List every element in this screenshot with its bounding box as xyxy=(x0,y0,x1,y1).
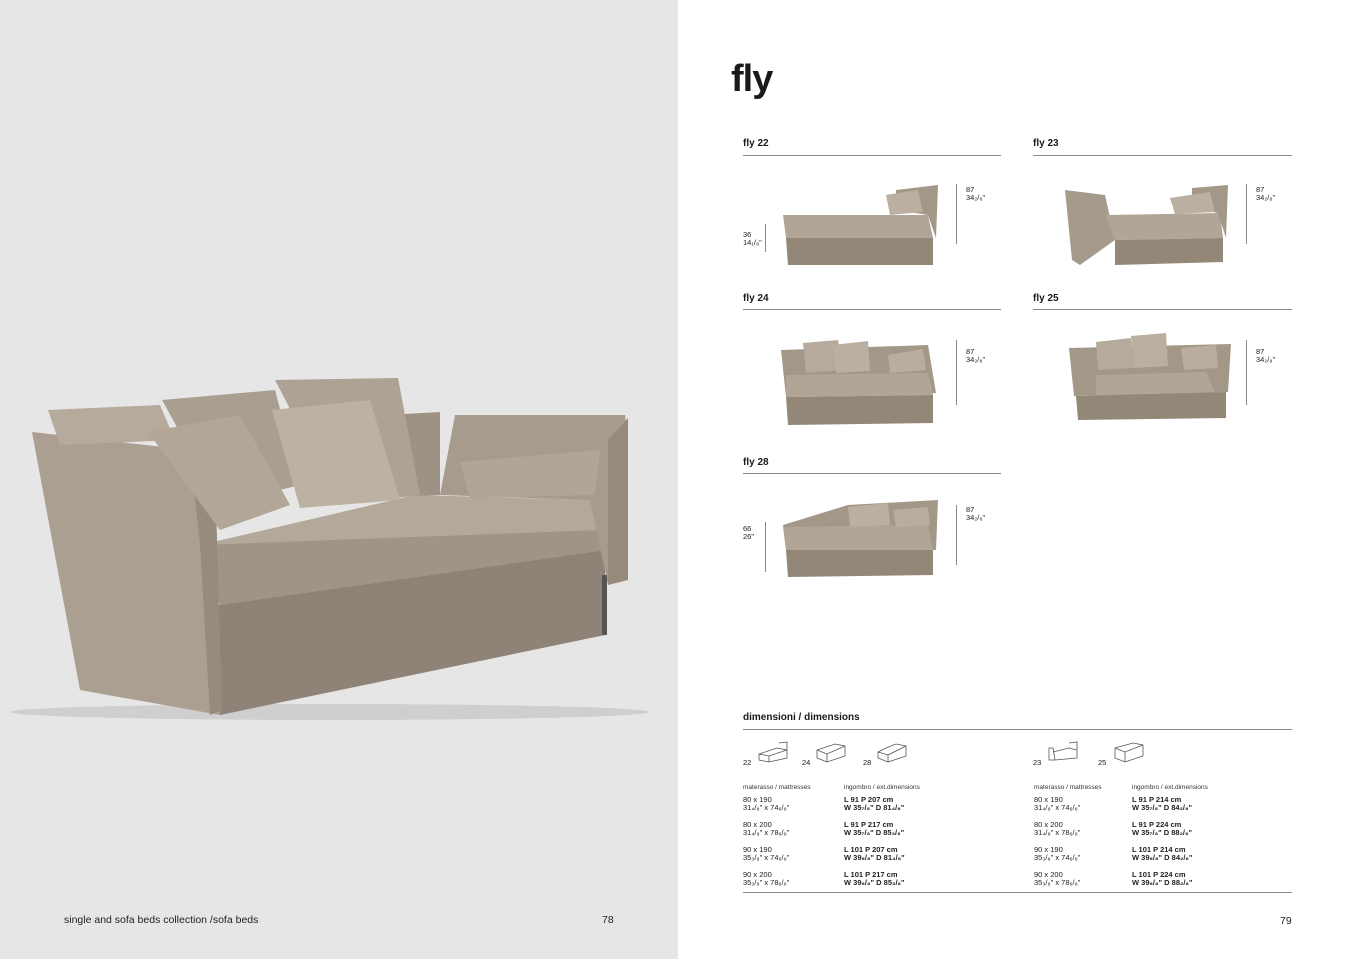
icon-label-23: 23 xyxy=(1033,758,1042,767)
seat-height-cm: 36 xyxy=(743,230,752,239)
table-cell: L 101 P 207 cm xyxy=(844,845,898,854)
model-title-fly-22: fly 22 xyxy=(743,138,769,149)
height-dim xyxy=(966,348,985,364)
col-header-mattresses: materasso / mattresses xyxy=(1034,784,1102,791)
dimensions-heading: dimensioni / dimensions xyxy=(743,712,860,723)
bed-outline-icon-28 xyxy=(876,740,908,764)
height-cm: 87 xyxy=(966,505,975,514)
table-cell: W 39₆/₈" D 85₃/₈" xyxy=(844,878,905,887)
divider xyxy=(1033,309,1292,310)
height-in: 34₂/₈" xyxy=(1256,193,1276,202)
table-cell: L 91 P 217 cm xyxy=(844,820,894,829)
seat-height-cm: 66 xyxy=(743,524,752,533)
table-cell: 90 x 190 xyxy=(743,845,772,854)
table-cell: L 101 P 214 cm xyxy=(1132,845,1186,854)
model-title-fly-24: fly 24 xyxy=(743,293,769,304)
table-cell: L 101 P 224 cm xyxy=(1132,870,1186,879)
height-cm: 87 xyxy=(1256,347,1265,356)
height-in: 34₂/₈" xyxy=(966,513,986,522)
bed-outline-icon-22 xyxy=(757,740,789,764)
table-cell: 80 x 190 xyxy=(1034,795,1063,804)
fly-24-image xyxy=(778,335,943,430)
model-title-fly-25: fly 25 xyxy=(1033,293,1059,304)
height-in: 34₂/₈" xyxy=(966,355,986,364)
bed-outline-icon-23 xyxy=(1047,740,1079,764)
table-cell: 31₄/₈" x 74₆/₈" xyxy=(743,803,790,812)
dim-line xyxy=(765,224,766,252)
height-cm: 87 xyxy=(966,185,975,194)
table-cell: W 39₆/₈" D 88₂/₈" xyxy=(1132,878,1193,887)
table-cell: L 91 P 214 cm xyxy=(1132,795,1182,804)
table-cell: W 35₇/₈" D 84₂/₈" xyxy=(1132,803,1193,812)
table-cell: L 101 P 217 cm xyxy=(844,870,898,879)
right-page xyxy=(678,0,1356,959)
icon-label-28: 28 xyxy=(863,758,872,767)
icon-label-24: 24 xyxy=(802,758,811,767)
table-cell: 90 x 200 xyxy=(1034,870,1063,879)
height-cm: 87 xyxy=(966,347,975,356)
icon-label-22: 22 xyxy=(743,758,752,767)
seat-height-in: 26" xyxy=(743,532,755,541)
table-cell: 80 x 200 xyxy=(1034,820,1063,829)
col-header-ext-dimensions: ingombro / ext.dimensions xyxy=(844,784,920,791)
height-cm: 87 xyxy=(1256,185,1265,194)
height-dim xyxy=(1256,186,1275,202)
fly-28-image xyxy=(778,495,943,590)
table-cell: 31₄/₈" x 78₆/₈" xyxy=(743,828,790,837)
table-cell: 80 x 190 xyxy=(743,795,772,804)
seat-height-dim xyxy=(743,231,762,247)
dim-line xyxy=(765,522,766,572)
divider xyxy=(743,892,1292,893)
dim-line xyxy=(956,340,957,405)
table-cell: W 39₆/₈" D 81₄/₈" xyxy=(844,853,905,862)
divider xyxy=(743,729,1292,730)
model-title-fly-23: fly 23 xyxy=(1033,138,1059,149)
divider xyxy=(1033,155,1292,156)
height-dim xyxy=(966,186,985,202)
bed-outline-icon-25 xyxy=(1113,740,1145,764)
table-cell: W 35₇/₈" D 88₂/₈" xyxy=(1132,828,1193,837)
height-dim xyxy=(966,506,985,522)
divider xyxy=(743,473,1001,474)
dim-line xyxy=(1246,340,1247,405)
table-cell: 90 x 200 xyxy=(743,870,772,879)
table-cell: 31₄/₈" x 74₆/₈" xyxy=(1034,803,1081,812)
table-cell: W 35₇/₈" D 81₄/₈" xyxy=(844,803,905,812)
col-header-mattresses: materasso / mattresses xyxy=(743,784,811,791)
height-in: 34₂/₈" xyxy=(1256,355,1276,364)
seat-height-dim xyxy=(743,525,754,541)
fly-22-image xyxy=(778,180,943,275)
divider xyxy=(743,155,1001,156)
model-title-fly-28: fly 28 xyxy=(743,457,769,468)
table-cell: 35₃/₈" x 78₆/₈" xyxy=(743,878,790,887)
table-cell: 35₃/₈" x 74₆/₈" xyxy=(1034,853,1081,862)
dim-line xyxy=(1246,184,1247,244)
table-cell: 35₃/₈" x 74₆/₈" xyxy=(743,853,790,862)
table-cell: W 35₇/₈" D 85₃/₈" xyxy=(844,828,905,837)
dim-line xyxy=(956,505,957,565)
fly-25-image xyxy=(1066,330,1238,430)
bed-outline-icon-24 xyxy=(815,740,847,764)
dim-line xyxy=(956,184,957,244)
table-cell: 90 x 190 xyxy=(1034,845,1063,854)
page-number-left: 78 xyxy=(602,914,614,926)
table-cell: 35₃/₈" x 78₆/₈" xyxy=(1034,878,1081,887)
table-cell: 31₄/₈" x 78₆/₈" xyxy=(1034,828,1081,837)
divider xyxy=(743,309,1001,310)
height-in: 34₂/₈" xyxy=(966,193,986,202)
table-cell: L 91 P 207 cm xyxy=(844,795,894,804)
table-cell: L 91 P 224 cm xyxy=(1132,820,1182,829)
collection-caption: single and sofa beds collection /sofa beds xyxy=(64,914,259,926)
seat-height-in: 14₁/₈" xyxy=(743,238,762,247)
col-header-ext-dimensions: ingombro / ext.dimensions xyxy=(1132,784,1208,791)
icon-label-25: 25 xyxy=(1098,758,1107,767)
page-title: fly xyxy=(731,58,773,100)
height-dim xyxy=(1256,348,1275,364)
fly-23-image xyxy=(1060,180,1240,275)
page-number-right: 79 xyxy=(1280,915,1292,927)
table-cell: W 39₆/₈" D 84₂/₈" xyxy=(1132,853,1193,862)
table-cell: 80 x 200 xyxy=(743,820,772,829)
